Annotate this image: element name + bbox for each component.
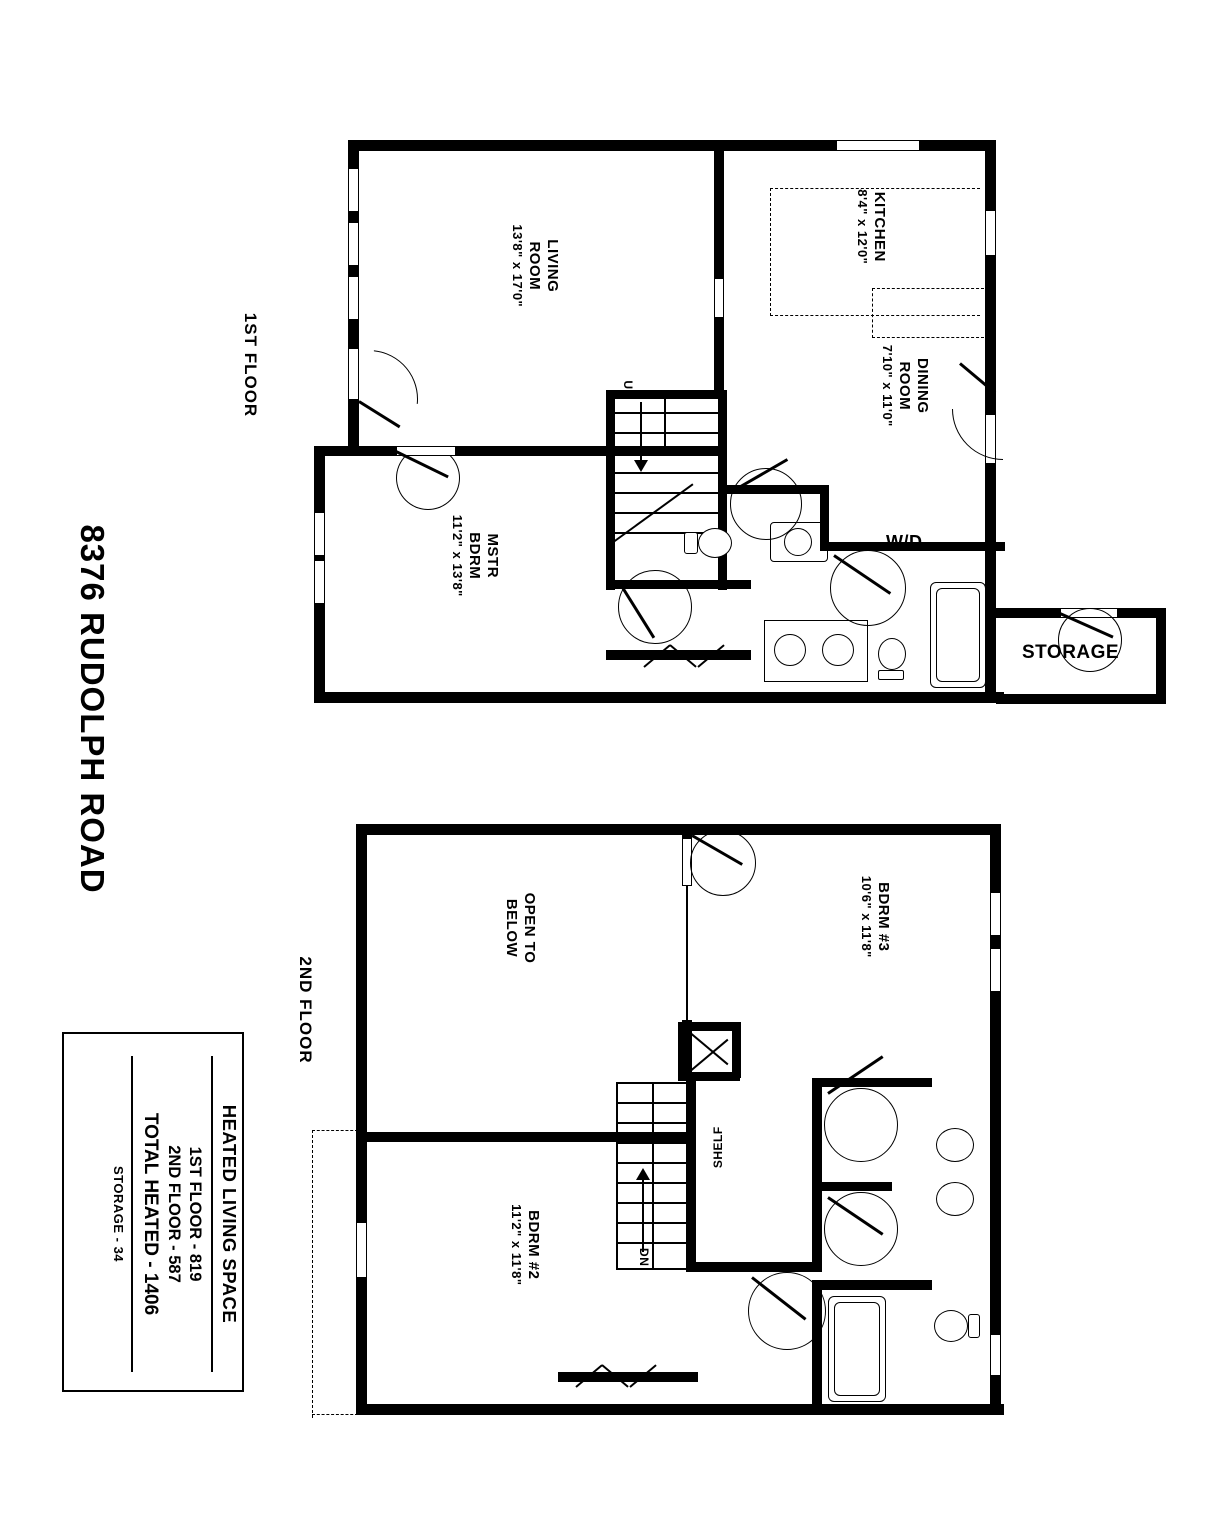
- legend-divider-2: [131, 1056, 133, 1373]
- wall: [686, 1262, 822, 1272]
- wall: [356, 1142, 367, 1414]
- door-opening: [348, 348, 359, 400]
- wall: [1156, 608, 1166, 704]
- wall: [314, 692, 1004, 703]
- hatch-cross: [687, 1030, 728, 1065]
- wall: [718, 390, 727, 495]
- wall: [678, 1022, 740, 1031]
- overhang-dashed: [312, 1414, 358, 1415]
- legend-divider: [211, 1056, 213, 1373]
- wall: [812, 1182, 892, 1191]
- wall: [558, 1372, 698, 1382]
- shelf-label: SHELF: [710, 1126, 725, 1169]
- wall: [822, 1280, 932, 1290]
- wall: [356, 1404, 1004, 1415]
- window: [348, 168, 359, 212]
- legend-box: [62, 1032, 244, 1392]
- wall: [356, 824, 367, 1134]
- stair-arrow-head: [634, 460, 648, 472]
- door-arc: [952, 358, 1054, 460]
- stair-tread: [612, 512, 718, 514]
- toilet-bowl-icon: [934, 1310, 968, 1342]
- room-label-bdrm3: BDRM #3 10'6" x 11'8": [858, 875, 892, 958]
- window: [836, 140, 920, 151]
- toilet-tank-icon: [684, 532, 698, 554]
- toilet-bowl-icon: [698, 528, 732, 558]
- shelf-line: [694, 1086, 696, 1264]
- door-arc: [824, 1088, 898, 1162]
- wall: [732, 1022, 741, 1078]
- wall: [985, 482, 996, 703]
- stair-direction-label-up: UP: [621, 380, 636, 399]
- sink-icon: [822, 634, 854, 666]
- floor-label-second: 2ND FLOOR: [296, 956, 315, 1064]
- overhang-dashed: [312, 1130, 313, 1418]
- laundry-label: W/D: [886, 532, 923, 552]
- wall: [314, 446, 724, 456]
- door-leaf: [358, 400, 400, 428]
- door-arc: [730, 468, 802, 540]
- window: [348, 222, 359, 266]
- window: [314, 560, 325, 604]
- stair-outline: [616, 1082, 686, 1084]
- window: [985, 210, 996, 256]
- window: [356, 1222, 367, 1278]
- toilet-tank-icon: [878, 670, 904, 680]
- stair-tread: [612, 472, 718, 474]
- legend-heading: HEATED LIVING SPACE: [219, 1104, 240, 1324]
- door-arc: [618, 570, 692, 644]
- window: [990, 892, 1001, 936]
- window: [348, 276, 359, 320]
- window: [990, 948, 1001, 992]
- toilet-tank-icon: [968, 1314, 980, 1338]
- wall: [356, 824, 1000, 835]
- legend-line-first: 1ST FLOOR - 819: [186, 1146, 204, 1282]
- window: [314, 512, 325, 556]
- stair-divider: [664, 392, 666, 452]
- second-floor-plan: [300, 810, 1200, 1450]
- door-opening: [714, 278, 724, 318]
- overhang-dashed: [312, 1130, 358, 1131]
- stair-arrow: [640, 402, 642, 466]
- bathtub-inner: [936, 588, 980, 682]
- stair-arrow-head: [636, 1168, 650, 1180]
- room-label-kitchen: KITCHEN 8'4" x 12'0": [854, 189, 888, 265]
- wall: [996, 694, 1166, 704]
- wall: [356, 1132, 686, 1142]
- legend-line-second: 2ND FLOOR - 587: [164, 1145, 183, 1283]
- legend-total: TOTAL HEATED - 1406: [139, 1112, 161, 1316]
- railing: [686, 886, 688, 1022]
- label-open-to-below: OPEN TO BELOW: [503, 892, 538, 964]
- toilet-bowl-icon: [878, 638, 906, 670]
- wall: [812, 1078, 932, 1087]
- room-label-mstr-bdrm: MSTR BDRM 11'2" x 13'8": [449, 514, 501, 597]
- wall: [678, 1022, 687, 1078]
- page-title: 8376 RUDOLPH ROAD: [74, 524, 111, 894]
- storage-label: STORAGE: [1022, 642, 1120, 663]
- room-label-bdrm2: BDRM #2 11'2" x 11'8": [508, 1204, 542, 1286]
- bathtub-inner: [834, 1302, 880, 1396]
- stair-tread: [612, 492, 718, 494]
- stair-outline: [610, 392, 612, 548]
- stair-divider: [652, 1082, 654, 1270]
- first-floor-plan: [300, 130, 1200, 730]
- hatch-cross: [687, 1039, 728, 1074]
- door-arc: [320, 350, 418, 448]
- stair-tread: [612, 452, 718, 454]
- wall: [812, 1078, 822, 1272]
- window: [990, 1334, 1001, 1376]
- stair-direction-label-dn: DN: [637, 1248, 652, 1267]
- wall: [714, 140, 724, 395]
- sink-icon: [774, 634, 806, 666]
- legend-storage: STORAGE - 34: [110, 1165, 126, 1263]
- sink-icon: [936, 1128, 974, 1162]
- room-label-living: LIVING ROOM 13'8" x 17'0": [509, 224, 561, 308]
- floor-label-first: 1ST FLOOR: [241, 312, 260, 418]
- room-label-dining: DINING ROOM 7'10" x 11'0": [879, 344, 931, 427]
- sink-icon: [936, 1182, 974, 1216]
